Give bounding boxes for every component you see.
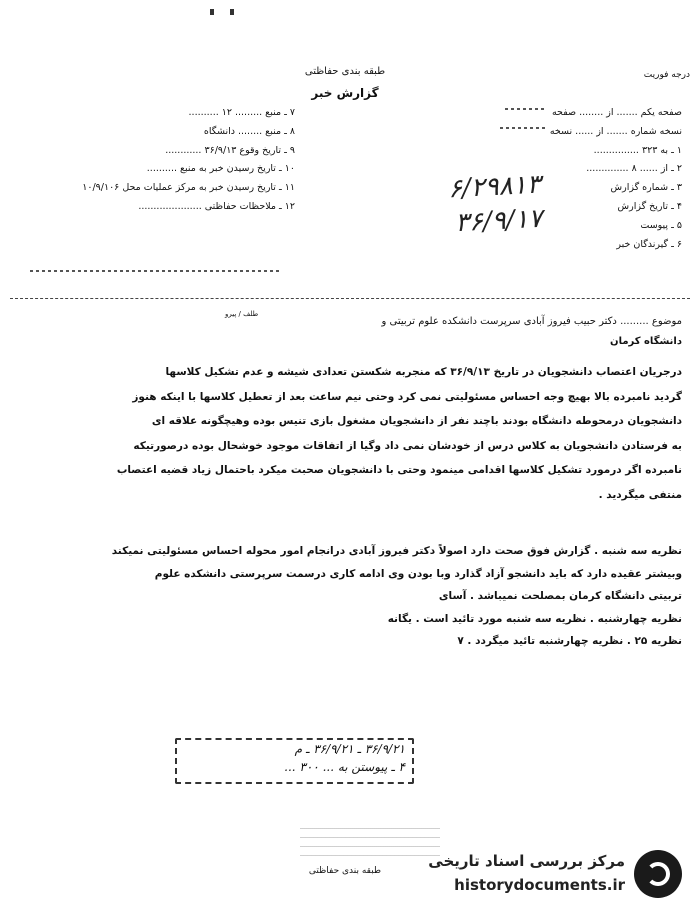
- header-title: گزارش خبر: [311, 86, 379, 100]
- meta-from: ۲ ـ از ...... ۸ ..............: [586, 163, 682, 175]
- meta-to: ۱ ـ به ۳۲۳ ...............: [593, 144, 682, 156]
- body-line: گردید نامبرده بالا بهیچ وجه احساس مسئولیتی نمی کرد وحتی نیم ساعت بعد از تعطیل کلاسها با اینکه هنوز: [132, 390, 682, 403]
- redaction-mark: [30, 270, 280, 272]
- meta-source-place: ۸ ـ منبع ........ دانشگاه: [203, 125, 295, 137]
- subject-line: موضوع ......... دکتر حبیب فیروز آبادی سرپرست دانشکده علوم تربیتی و: [381, 316, 682, 327]
- watermark-logo-ring-icon: [646, 862, 670, 886]
- watermark-url: historydocuments.ir: [454, 876, 625, 894]
- stamp-line: ۳۶/۹/۲۱ ـ ۳۶/۹/۲۱ ـ م: [294, 742, 405, 756]
- opinions-section: [12, 540, 682, 653]
- handwritten-report-number: ۶/۲۹۸۱۳: [447, 169, 542, 205]
- section-divider: [10, 298, 690, 299]
- watermark-title: مرکز بررسی اسناد تاریخی: [428, 852, 625, 870]
- meta-recipients: ۶ ـ گیرندگان خبر: [616, 238, 682, 250]
- header-priority: درجه فوریت: [643, 70, 690, 80]
- meta-source: ۷ ـ منبع ......... ۱۲ ..........: [188, 107, 295, 118]
- meta-event-date: ۹ ـ تاریخ وقوع ۳۶/۹/۱۳ ............: [165, 144, 295, 156]
- opinion-line: نظریه چهارشنبه . نظریه سه شنبه مورد تائید است . یگانه: [387, 612, 682, 625]
- meta-left-column: [10, 104, 295, 217]
- opinion-line: وبیشتر عقیده دارد که باید دانشجو آزاد گذارد وبا بودن وی ادامه کاری درسمت سرپرستی دانشکده علوم: [154, 567, 682, 580]
- opinion-line: تربیتی دانشگاه کرمان بمصلحت نمیباشد . آسای: [438, 590, 682, 602]
- meta-report-date: ۴ ـ تاریخ گزارش: [617, 200, 682, 212]
- redacted-signature-area: [300, 820, 440, 856]
- body-line: درجریان اعتصاب دانشجویان در تاریخ ۳۶/۹/۱۳ که منجربه شکستن تعدادی شیشه و عدم تشکیل کلاسها: [165, 366, 682, 378]
- body-line: نامبرده اگر درمورد تشکیل کلاسها اقدامی مینمود وحتی با دانشجویان صحبت میکرد باحتمال زیاد قضیه اعتصاب: [116, 464, 682, 476]
- meta-page: صفحه یکم ....... از ........ صفحه: [551, 107, 682, 118]
- stamp-text: [180, 740, 405, 776]
- footer-classification: طبقه بندی حفاظتی: [308, 866, 382, 876]
- subject-location: دانشگاه کرمان: [610, 336, 682, 347]
- top-marks: [210, 0, 250, 6]
- meta-security-notes: ۱۲ ـ ملاحظات حفاظتی .....................: [138, 200, 295, 212]
- redaction-mark: [505, 108, 545, 110]
- meta-copy: نسخه شماره ....... از ...... نسخه: [549, 125, 682, 137]
- opinion-line: نظریه سه شنبه . گزارش فوق صحت دارد اصولاً دکتر فیروز آبادی درانجام امور محوله احساس مسئولیتی نمیکند: [111, 545, 682, 557]
- meta-center-received-date: ۱۱ ـ تاریخ رسیدن خبر به مرکز عملیات محل ۱۰/۹/۱۰۶: [82, 182, 295, 194]
- meta-source-received-date: ۱۰ ـ تاریخ رسیدن خبر به منبع ..........: [146, 163, 295, 175]
- body-line: به فرستادن دانشجویان به کلاس درس از خودشان نمی داد وگیا از اتفاقات موجود خوشحال بوده درصورتیکه: [133, 439, 682, 452]
- opinion-line: نظریه ۲۵ . نظریه چهارشنبه تائید میگردد . ۷: [457, 635, 682, 647]
- meta-report-number: ۳ ـ شماره گزارش: [610, 182, 682, 194]
- redaction-mark: [500, 127, 545, 129]
- stamp-line: ۴ ـ پیوستن به ... ۳۰۰ ...: [284, 760, 405, 774]
- meta-attachment: ۵ ـ پیوست: [640, 219, 682, 231]
- subject-seal: طلف / پیرو: [225, 310, 259, 318]
- body-line: منتفی میگردید .: [598, 488, 682, 501]
- handwritten-report-date: ۳۶/۹/۱۷: [454, 203, 544, 239]
- report-body: [12, 360, 682, 507]
- header-classification: طبقه بندی حفاظتی: [304, 66, 386, 77]
- body-line: دانشجویان درمحوطه دانشگاه بودند باچند نفر از دانشجویان مشغول بازی تنیس بوده وهیچگونه علاقه ای: [151, 415, 682, 427]
